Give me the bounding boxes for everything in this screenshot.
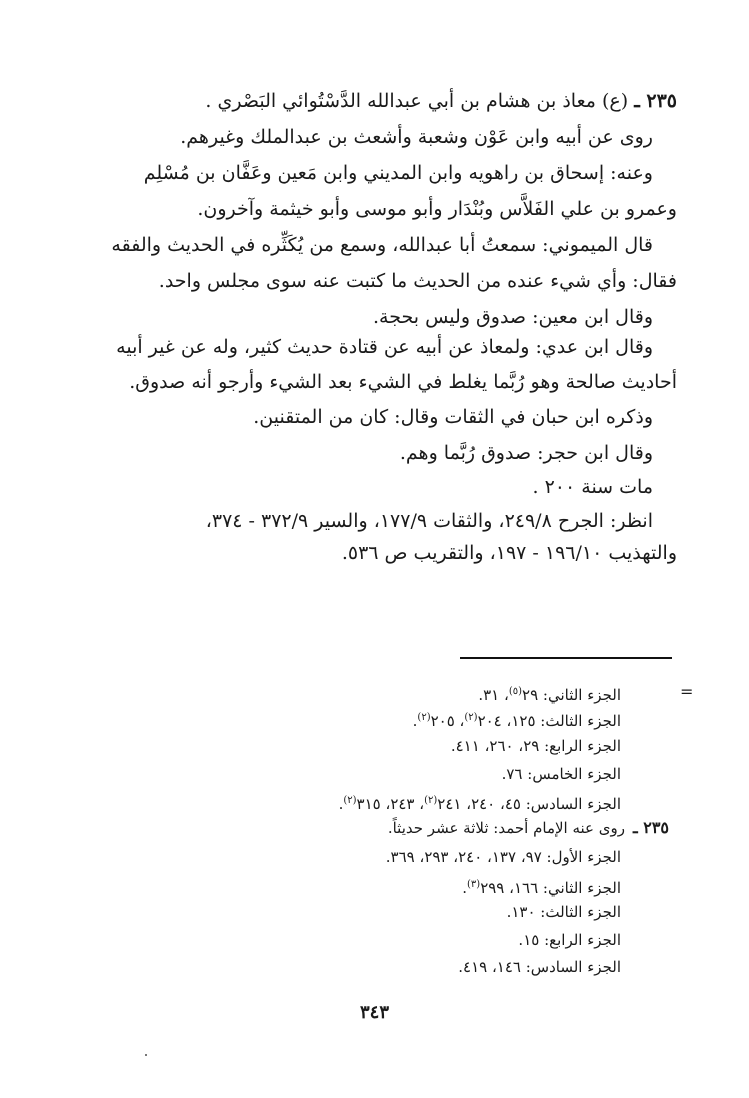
footnote-line: الجزء الثالث: ١٢٥، ٢٠٤$^{(٢)}$، ٢٠٥$^{(٢)}$. — [412, 712, 621, 730]
entry-title: (ع) معاذ بن هشام بن أبي عبدالله الدَّسْتُوائي البَصْري . — [205, 90, 629, 112]
footnote-entry-head: روى عنه الإمام أحمد: ثلاثة عشر حديثاً. — [387, 819, 625, 837]
footnote-line: الجزء السادس: ٤٥، ٢٤٠، ٢٤١$^{(٢)}$، ٢٤٣، ٣١٥$^{(٢)}$. — [338, 795, 621, 813]
entry-line: وعنه: إسحاق بن راهويه وابن المديني وابن مَعين وعَفَّان بن مُسْلِم — [143, 162, 653, 184]
page-number: ٣٤٣ — [359, 1002, 389, 1023]
footnote-entry-number: ٢٣٥ ـ — [632, 818, 669, 837]
entry-line: وذكره ابن حبان في الثقات وقال: كان من المتقنين. — [253, 406, 653, 428]
entry-line: وقال ابن معين: صدوق وليس بحجة. — [372, 306, 653, 328]
entry-line: قال الميموني: سمعتُ أبا عبدالله، وسمع من يُكَثِّره في الحديث والفقه — [111, 234, 653, 256]
entry-line: وقال ابن حجر: صدوق رُبَّما وهم. — [399, 442, 653, 464]
entry-line: أحاديث صالحة وهو رُبَّما يغلط في الشيء بعد الشيء وأرجو أنه صدوق. — [129, 371, 677, 393]
footnote-line: الجزء الثالث: ١٣٠. — [506, 903, 621, 921]
footnote-line: الجزء الرابع: ٢٩، ٢٦٠، ٤١١. — [450, 737, 621, 755]
footnote-line: الجزء السادس: ١٤٦، ٤١٩. — [458, 958, 621, 976]
footnote-line: الجزء الثاني: ٢٩$^{(٥)}$، ٣١. — [478, 686, 621, 704]
entry-line: روى عن أبيه وابن عَوْن وشعبة وأشعث بن عبدالملك وغيرهم. — [180, 126, 653, 148]
footnote-line: الجزء الخامس: ٧٦. — [501, 765, 621, 783]
entry-number: ٢٣٥ ـ — [634, 90, 677, 112]
footnote-line: الجزء الأول: ٩٧، ١٣٧، ٢٤٠، ٢٩٣، ٣٦٩. — [385, 848, 621, 866]
continuation-marker: = — [680, 682, 694, 701]
scan-speck — [145, 1054, 147, 1056]
entry-line-1 — [205, 86, 677, 116]
footnote-line: الجزء الرابع: ١٥. — [518, 931, 621, 949]
footnote-divider — [460, 657, 672, 659]
entry-line: فقال: وأي شيء عنده من الحديث ما كتبت عنه سوى مجلس واحد. — [158, 270, 677, 292]
footnote-line: الجزء الثاني: ١٦٦، ٢٩٩$^{(٣)}$. — [462, 879, 621, 897]
entry-line: مات سنة ٢٠٠ . — [532, 476, 653, 498]
reference-line: والتهذيب ١٩٦/١٠ - ١٩٧، والتقريب ص ٥٣٦. — [341, 542, 677, 564]
entry-line: وقال ابن عدي: ولمعاذ عن أبيه عن قتادة حديث كثير، وله عن غير أبيه — [116, 336, 653, 358]
entry-line: وعمرو بن علي الفَلاَّس وبُنْدَار وأبو موسى وأبو خيثمة وآخرون. — [197, 198, 677, 220]
reference-line: انظر: الجرح ٢٤٩/٨، والثقات ١٧٧/٩، والسير ٣٧٢/٩ - ٣٧٤، — [205, 510, 653, 532]
